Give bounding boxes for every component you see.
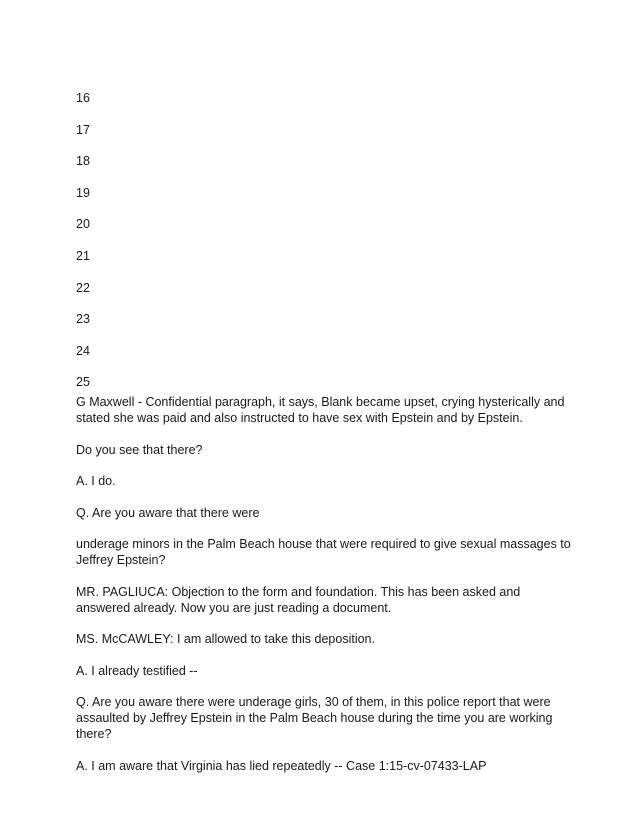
line-number: 18 <box>76 154 90 169</box>
line-number: 20 <box>76 217 90 232</box>
transcript-paragraph: MR. PAGLIUCA: Objection to the form and foundation. This has been asked and answered already. Now you are just reading a document. <box>76 584 521 615</box>
line-number: 25 <box>76 375 90 390</box>
line-number: 24 <box>76 343 90 358</box>
line-number: 17 <box>76 122 90 137</box>
transcript-paragraph: Q. Are you aware that there were <box>76 505 260 520</box>
line-number: 16 <box>76 91 90 105</box>
transcript-paragraph: G Maxwell - Confidential paragraph, it says, Blank became upset, crying hysterically and stated she was paid and also instructed to have sex with Epstein and by Epstein. <box>76 395 565 426</box>
transcript-paragraph: A. I am aware that Virginia has lied repeatedly -- Case 1:15-cv-07433-LAP <box>76 758 487 773</box>
transcript-paragraph: Q. Are you aware there were underage girls, 30 of them, in this police report that were assaulted by Jeffrey Epstein in the Palm Beach house during the time you are working there? <box>76 695 553 742</box>
line-number: 22 <box>76 280 90 295</box>
transcript-paragraph: underage minors in the Palm Beach house that were required to give sexual massages to Jeffrey Epstein? <box>76 537 571 568</box>
line-number: 19 <box>76 185 90 200</box>
transcript-paragraph: MS. McCAWLEY: I am allowed to take this deposition. <box>76 632 375 647</box>
transcript-paragraph: A. I already testified -- <box>76 663 198 678</box>
transcript-paragraph: Do you see that there? <box>76 442 203 457</box>
line-number: 21 <box>76 248 90 263</box>
transcript-paragraph: A. I do. <box>76 474 116 489</box>
transcript-body <box>76 90 576 789</box>
line-number: 23 <box>76 312 90 327</box>
